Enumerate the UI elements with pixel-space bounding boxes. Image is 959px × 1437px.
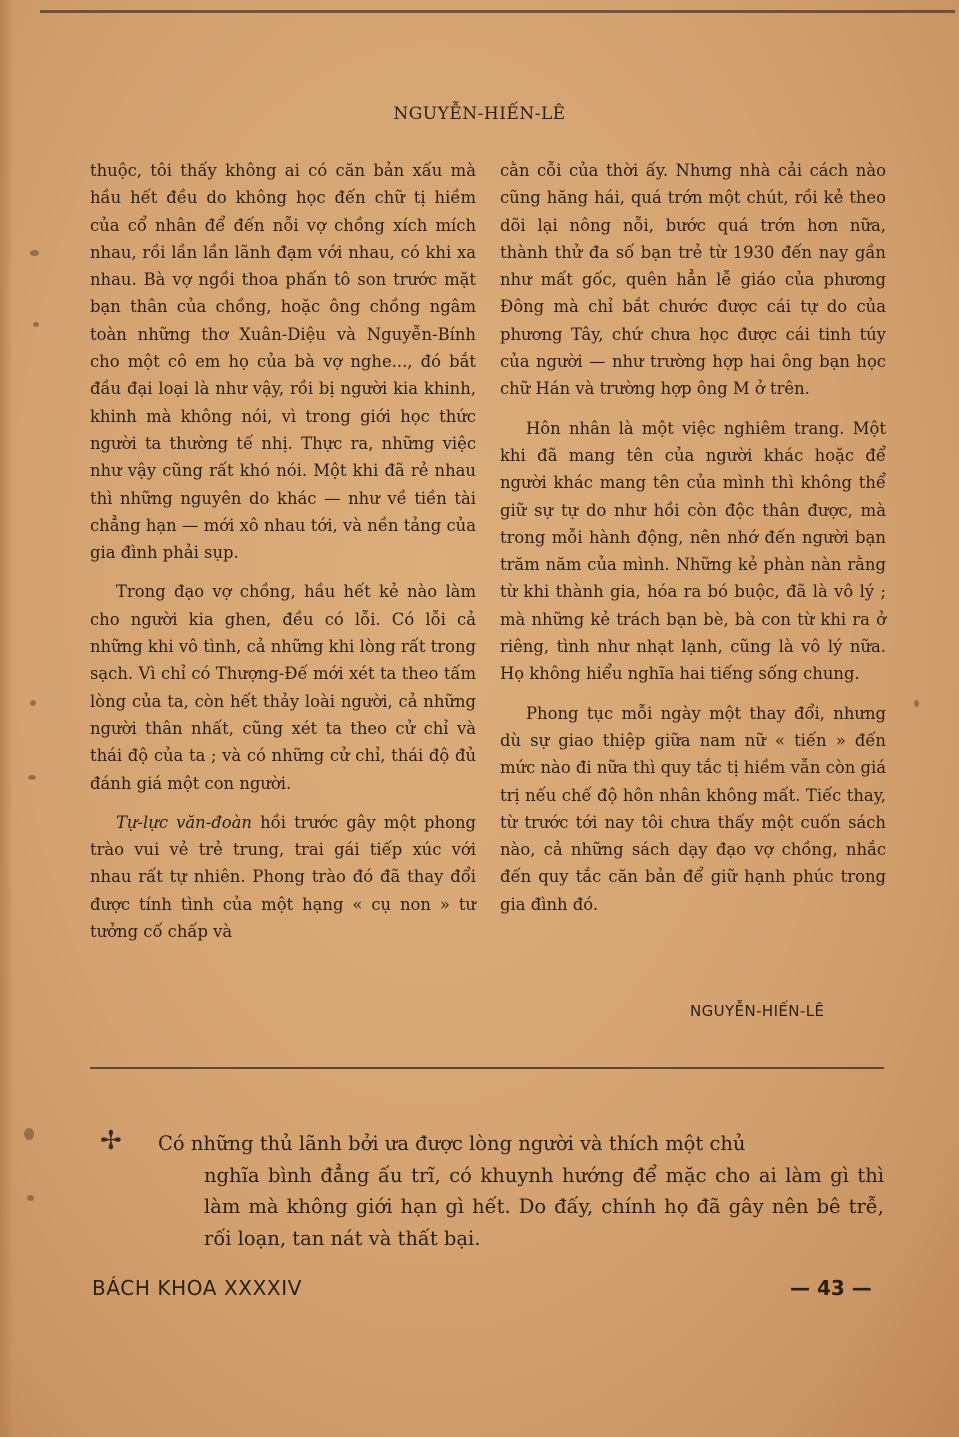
ornament-icon: ✢ (100, 1126, 122, 1156)
paper-stain (30, 700, 36, 706)
pull-quote-line-1: Có những thủ lãnh bởi ưa được lòng người và thích một chủ (158, 1132, 746, 1155)
page-number: — 43 — (790, 1276, 872, 1300)
paper-stain (33, 322, 39, 327)
left-paragraph-2: Trong đạo vợ chồng, hầu hết kẻ nào làm cho người kia ghen, đều có lỗi. Có lỗi cả những khi vô tình, cả những khi lòng rất trong sạch. Vì chỉ có Thượng-Đế mới xét ta theo tấm lòng của ta, còn hết thảy loài người, cả những người thân nhất, cũng xét ta theo cử chỉ và thái độ của ta ; và có những cử chỉ, thái độ đủ đánh giá một con người. (90, 582, 476, 793)
top-rule (40, 10, 955, 13)
right-paragraph-2: Hôn nhân là một việc nghiêm trang. Một khi đã mang tên của người khác hoặc để người khác mang tên của mình thì không thể giữ sự tự do như hồi còn độc thân được, mà trong mỗi hành động, nên nhớ đến người bạn trăm năm của mình. Những kẻ phàn nàn rằng từ khi thành gia, hóa ra bó buộc, đã là vô lý ; mà những kẻ trách bạn bè, bà con từ khi ra ở riêng, tình như nhạt lạnh, cũng là vô lý nữa. Họ không hiểu nghĩa hai tiếng sống chung. (500, 418, 886, 684)
section-divider (90, 1067, 884, 1069)
page-edge (0, 0, 14, 1437)
italic-title: Tự-lực văn-đoàn (116, 812, 252, 832)
paper-stain (30, 250, 39, 256)
paper-stain (28, 775, 36, 780)
right-paragraph-3: Phong tục mỗi ngày một thay đổi, nhưng dù sự giao thiệp giữa nam nữ « tiến » đến mức nào đi nữa thì quy tắc tị hiềm vẫn còn giá trị nếu chế độ hôn nhân không mất. Tiếc thay, từ trước tới nay tôi chưa thấy một cuốn sách nào, cả những sách dạy đạo vợ chồng, nhắc đến quy tắc căn bản để giữ hạnh phúc trong gia đình đó. (500, 703, 886, 914)
paper-stain (27, 1195, 34, 1201)
paper-stain (914, 700, 919, 707)
magazine-footer: BÁCH KHOA XXXXIV (92, 1276, 302, 1300)
paper-stain (24, 1128, 34, 1140)
pull-quote (158, 1128, 884, 1255)
right-paragraph-1: cằn cỗi của thời ấy. Nhưng nhà cải cách nào cũng hăng hái, quá trớn một chút, rồi kẻ theo dõi lại nông nỗi, bước quá trớn hơn nữa, thành thử đa số bạn trẻ từ 1930 đến nay gần như mất gốc, quên hẳn lễ giáo của phương Đông mà chỉ bắt chước được cái tự do của phương Tây, chứ chưa học được cái tinh túy của người — như trường hợp hai ông bạn học chữ Hán và trường hợp ông M ở trên. (500, 161, 886, 399)
right-column (500, 157, 886, 918)
pull-quote-rest: nghĩa bình đẳng ấu trĩ, có khuynh hướng để mặc cho ai làm gì thì làm mà không giới hạn gì hết. Do đấy, chính họ đã gây nên bê trễ, rối loạn, tan nát và thất bại. (204, 1163, 884, 1251)
left-paragraph-3-text: hồi trước gây một phong trào vui vẻ trẻ trung, trai gái tiếp xúc với nhau rất tự nhiên. Phong trào đó đã thay đổi được tính tình của một hạng « cụ non » tư tưởng cố chấp và (90, 812, 477, 942)
left-paragraph-1: thuộc, tôi thấy không ai có căn bản xấu mà hầu hết đều do không học đến chữ tị hiềm của cổ nhân để đến nỗi vợ chồng xích mích nhau, rồi lần lần lãnh đạm với nhau, có khi xa nhau. Bà vợ ngồi thoa phấn tô son trước mặt bạn thân của chồng, hoặc ông chồng ngâm toàn những thơ Xuân-Diệu và Nguyễn-Bính cho một cô em họ của bà vợ nghe..., đó bắt đầu đại loại là như vậy, rồi bị người kia khinh, khinh mà không nói, vì trong giới học thức người ta thường tế nhị. Thực ra, những việc như vậy cũng rất khó nói. Một khi đã rẻ nhau thì những nguyên do khác — như về tiền tài chẳng hạn — mới xô nhau tới, và nền tảng của gia đình phải sụp. (90, 161, 476, 563)
left-paragraph-3 (90, 809, 476, 945)
running-head: NGUYỄN-HIẾN-LÊ (393, 104, 566, 124)
left-column (90, 157, 476, 945)
author-signature: NGUYỄN-HIẾN-LÊ (690, 1002, 825, 1020)
